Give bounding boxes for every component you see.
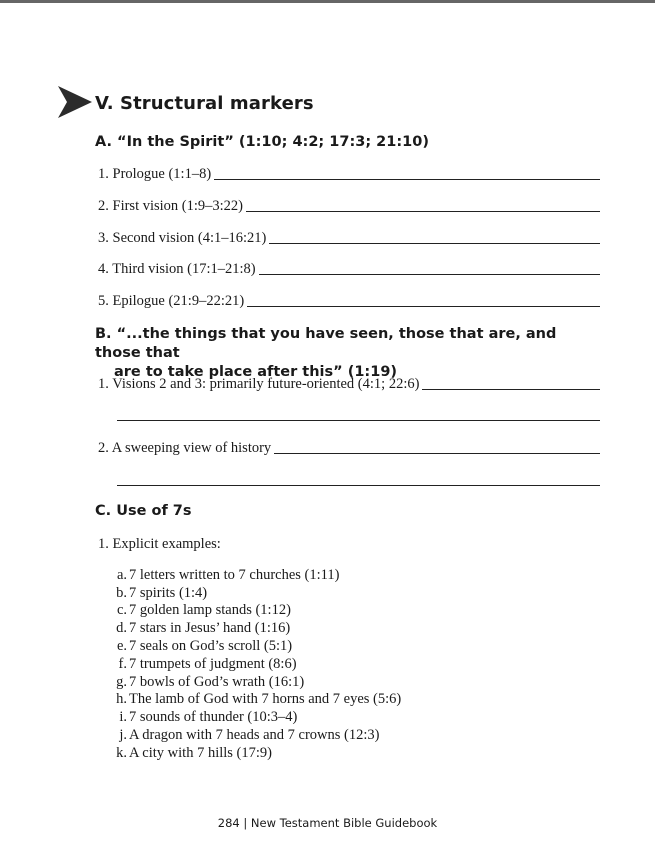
example-item — [111, 656, 297, 673]
item-label: 5. Epilogue (21:9–22:21) — [98, 293, 245, 309]
fill-in-line[interactable] — [422, 389, 600, 390]
example-item — [111, 585, 207, 602]
example-item — [111, 638, 292, 655]
example-letter: a. — [116, 567, 127, 583]
part-a-item-4 — [98, 261, 600, 278]
example-text: 7 bowls of God’s wrath (16:1) — [129, 674, 305, 690]
part-a-item-5 — [98, 293, 600, 310]
example-text: The lamb of God with 7 horns and 7 eyes (5:6) — [129, 691, 402, 707]
fill-in-line[interactable] — [117, 420, 600, 421]
top-rule — [0, 0, 655, 3]
example-text: 7 letters written to 7 churches (1:11) — [129, 567, 340, 583]
example-letter: h. — [116, 691, 127, 707]
part-b-heading — [95, 325, 605, 382]
section-arrow-icon — [58, 86, 92, 118]
part-b-item-2 — [98, 440, 600, 457]
part-c-heading: C. Use of 7s — [95, 503, 192, 519]
example-text: 7 trumpets of judgment (8:6) — [129, 656, 297, 672]
part-b-item-1 — [98, 376, 600, 393]
fill-in-line[interactable] — [246, 211, 600, 212]
example-letter: c. — [116, 602, 127, 618]
example-letter: e. — [116, 638, 127, 654]
example-letter: j. — [119, 727, 127, 743]
example-letter: g. — [116, 674, 127, 690]
example-item — [111, 620, 290, 637]
part-c-item-1: 1. Explicit examples: — [98, 536, 221, 552]
example-text: 7 spirits (1:4) — [129, 585, 208, 601]
part-b-heading-line1: B. “...the things that you have seen, those that are, and those that — [95, 326, 557, 361]
item-label: 3. Second vision (4:1–16:21) — [98, 230, 267, 246]
fill-in-line[interactable] — [117, 485, 600, 486]
example-letter: i. — [119, 709, 127, 725]
section-title: V. Structural markers — [95, 93, 314, 114]
example-item — [111, 602, 291, 619]
example-text: A dragon with 7 heads and 7 crowns (12:3) — [129, 727, 380, 743]
example-item — [111, 674, 304, 691]
page-footer: 284 | New Testament Bible Guidebook — [217, 816, 438, 830]
item-label: 2. First vision (1:9–3:22) — [98, 198, 244, 214]
example-text: A city with 7 hills (17:9) — [129, 745, 272, 761]
example-letter: f. — [118, 656, 127, 672]
fill-in-line[interactable] — [247, 306, 600, 307]
fill-in-line[interactable] — [269, 243, 600, 244]
fill-in-line[interactable] — [259, 274, 600, 275]
fill-in-line[interactable] — [274, 453, 600, 454]
example-item — [111, 709, 297, 726]
example-letter: k. — [116, 745, 127, 761]
example-text: 7 golden lamp stands (1:12) — [129, 602, 291, 618]
example-letter: b. — [116, 585, 127, 601]
example-letter: d. — [116, 620, 127, 636]
fill-in-line[interactable] — [214, 179, 600, 180]
part-a-item-3 — [98, 230, 600, 247]
example-item — [111, 567, 339, 584]
item-label: 1. Visions 2 and 3: primarily future-oriented (4:1; 22:6) — [98, 376, 420, 392]
part-a-item-2 — [98, 198, 600, 215]
part-a-heading: A. “In the Spirit” (1:10; 4:2; 17:3; 21:10) — [95, 134, 429, 150]
part-b-heading-line2: are to take place after this” (1:19) — [114, 364, 398, 380]
item-label: 4. Third vision (17:1–21:8) — [98, 261, 256, 277]
example-item — [111, 745, 272, 762]
part-a-item-1 — [98, 166, 600, 183]
example-text: 7 stars in Jesus’ hand (1:16) — [129, 620, 291, 636]
item-label: 2. A sweeping view of history — [98, 440, 272, 456]
example-item — [111, 691, 401, 708]
example-item — [111, 727, 379, 744]
example-text: 7 seals on God’s scroll (5:1) — [129, 638, 293, 654]
example-text: 7 sounds of thunder (10:3–4) — [129, 709, 298, 725]
item-label: 1. Prologue (1:1–8) — [98, 166, 212, 182]
